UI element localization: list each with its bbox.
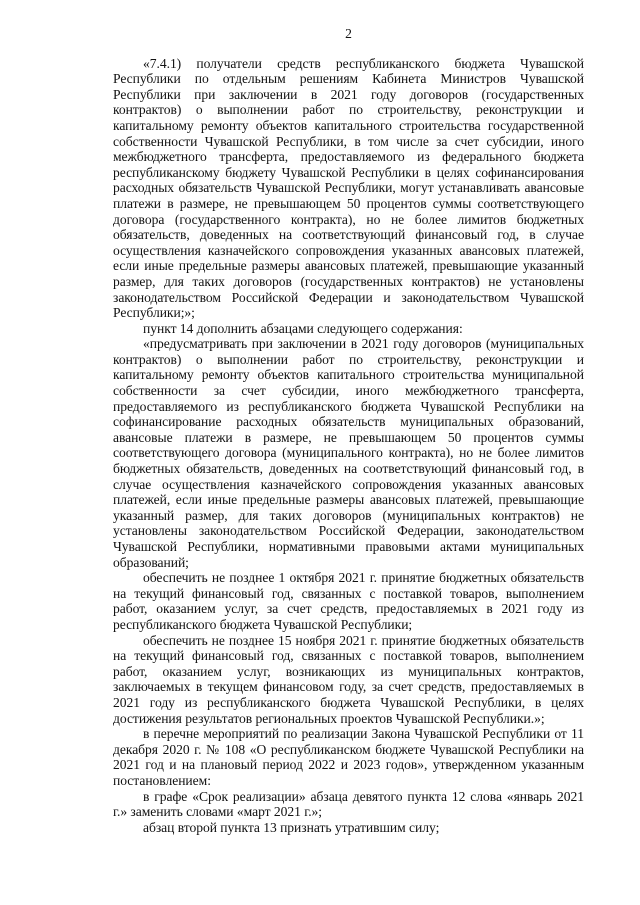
paragraph-item-14-intro: пункт 14 дополнить абзацами следующего содержания: xyxy=(143,320,463,336)
paragraph-advance-payments: «предусматривать при заключении в 2021 году договоров (муниципальных контрактов) о выполнении работ по строительству, реконструкции и капитальному ремонту объектов капитального строительства муниципальной собственности за счет субсидии, иного межбюджетного трансферта, предоставляемого из республиканского бюджета Чувашской Республики на софинансирование расходных обязательств муниципальных образований, авансовые платежи в размере, не превышающем 50 процентов суммы соответствующего договора (муниципального контракта), но не более лимитов бюджетных обязательств, доведенных на соответствующий финансовый год, в случае осуществления казначейского сопровождения указанных авансовых платежей, если иные предельные размеры авансовых платежей, превышающие указанный размер, для таких договоров (муниципальных контрактов) не установлены законодательством Российской Федерации, законодательством Чувашской Республики, нормативными правовыми актами муниципальных образований; xyxy=(113,336,584,570)
paragraph-october-deadline: обеспечить не позднее 1 октября 2021 г. принятие бюджетных обязательств на текущий финансовый год, связанных с поставкой товаров, выполнением работ, оказанием услуг, за счет средств, предоставляемых в 2021 году из республиканского бюджета Чувашской Республики; xyxy=(113,570,584,632)
paragraph-measures-list: в перечне мероприятий по реализации Закона Чувашской Республики от 11 декабря 2020 г. № 108 «О республиканском бюджете Чувашской Республики на 2021 год и на плановый период 2022 и 2023 годов», утвержденном указанным постановлением: xyxy=(113,726,584,788)
paragraph-november-deadline: обеспечить не позднее 15 ноября 2021 г. принятие бюджетных обязательств на текущий финансовый год, связанных с поставкой товаров, выполнением работ, оказанием услуг, возникающих из муниципальных контрактов, заключаемых в текущем финансовом году, за счет средств, предоставляемых в 2021 году из республиканского бюджета Чувашской Республики, в целях достижения результатов региональных проектов Чувашской Республики.»; xyxy=(113,632,584,726)
paragraph-implementation-term: в графе «Срок реализации» абзаца девятого пункта 12 слова «январь 2021 г.» заменить словами «март 2021 г.»; xyxy=(113,788,584,820)
paragraph-item-13-repeal: абзац второй пункта 13 признать утратившим силу; xyxy=(143,819,440,835)
paragraph-7-4-1: «7.4.1) получатели средств республиканского бюджета Чувашской Республики по отдельным решениям Кабинета Министров Чувашской Республики при заключении в 2021 году договоров (государственных контрактов) о выполнении работ по строительству, реконструкции и капитальному ремонту объектов капитального строительства государственной собственности Чувашской Республики, в том числе за счет субсидии, иного межбюджетного трансферта, предоставляемого из федерального бюджета республиканскому бюджету Чувашской Республики в целях софинансирования расходных обязательств Чувашской Республики, могут устанавливать авансовые платежи в размере, не превышающем 50 процентов суммы соответствующего договора (государственного контракта), но не более лимитов бюджетных обязательств, доведенных на соответствующий финансовый год, в случае осуществления казначейского сопровождения указанных авансовых платежей, если иные предельные размеры авансовых платежей, превышающие указанный размер, для таких договоров (государственных контрактов) не установлены законодательством Российской Федерации и законодательством Чувашской Республики;»; xyxy=(113,55,584,321)
page-number: 2 xyxy=(345,26,352,41)
